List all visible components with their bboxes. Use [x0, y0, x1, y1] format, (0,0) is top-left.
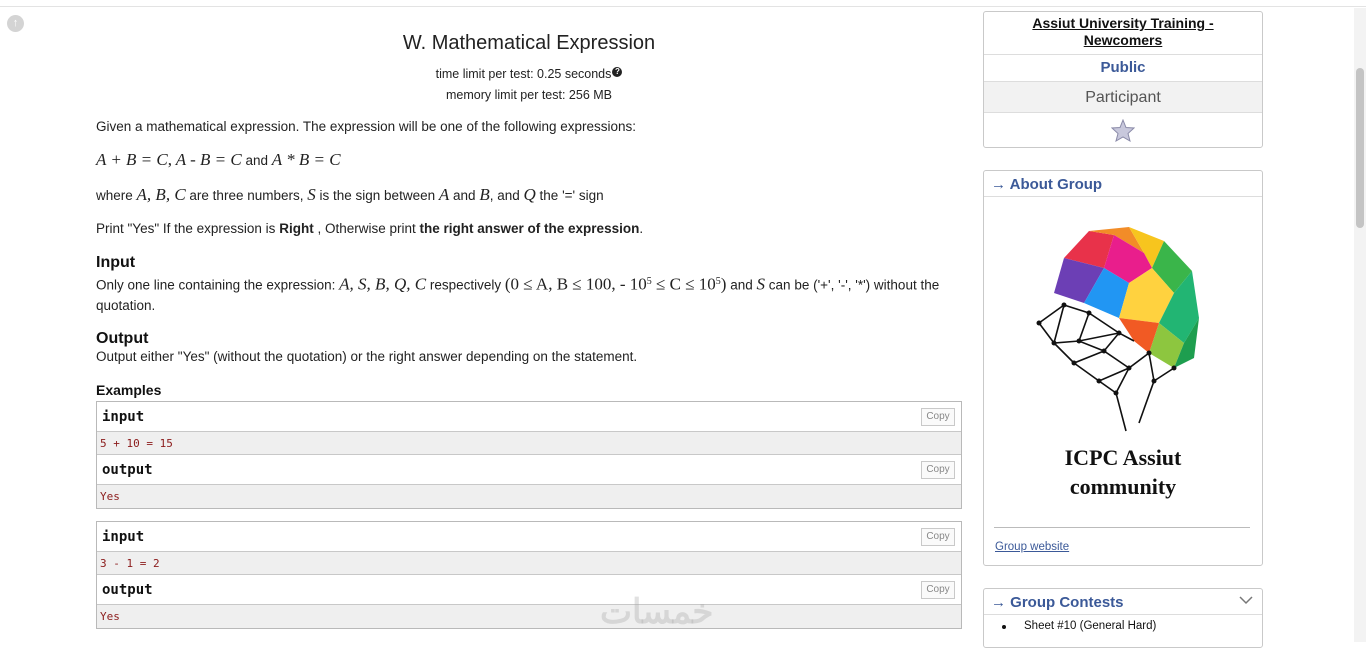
top-divider — [0, 6, 1366, 7]
copy-button[interactable]: Copy — [921, 461, 955, 479]
input-section-title: Input — [96, 254, 136, 271]
logo-divider — [994, 527, 1250, 528]
watermark: خمسات — [600, 593, 714, 631]
output-section-title: Output — [96, 329, 149, 347]
membership-status: Participant — [984, 81, 1262, 112]
example-1 — [96, 401, 962, 509]
example-output-header: output Copy — [97, 575, 961, 605]
problem-title: W. Mathematical Expression — [402, 32, 656, 54]
intro-text: Given a mathematical expression. The expression will be one of the following expressions: — [96, 119, 637, 134]
help-icon[interactable]: ? — [612, 67, 622, 77]
time-limit: time limit per test: 0.25 seconds ? — [96, 64, 962, 85]
example-input-value: 3 - 1 = 2 — [97, 552, 961, 575]
vertical-scrollbar[interactable] — [1354, 8, 1366, 642]
expression-list: A + B = C, A - B = C and A * B = C — [96, 150, 341, 169]
print-text: Print "Yes" If the expression is Right , Otherwise print the right answer of the expression. — [96, 221, 644, 236]
about-group-caption: → About Group — [984, 171, 1262, 197]
brain-logo-icon — [1034, 223, 1204, 438]
arrow-up-icon[interactable]: ↑ — [7, 15, 24, 32]
group-contests-caption[interactable]: → Group Contests — [984, 589, 1262, 615]
example-output-header: output Copy — [97, 455, 961, 485]
example-output-value: Yes — [97, 605, 961, 628]
about-group-box — [983, 170, 1263, 566]
example-input-header: input Copy — [97, 402, 961, 432]
chevron-down-icon[interactable] — [1239, 595, 1253, 605]
scrollbar-thumb[interactable] — [1356, 68, 1364, 228]
memory-limit: memory limit per test: 256 MB — [445, 88, 612, 102]
example-output-value: Yes — [97, 485, 961, 508]
group-website-link[interactable]: Group website — [995, 541, 1070, 553]
logo-caption: ICPC Assiut community — [1064, 445, 1182, 499]
copy-button[interactable]: Copy — [921, 528, 955, 546]
problem-statement — [96, 20, 962, 629]
copy-button[interactable]: Copy — [921, 408, 955, 426]
example-2 — [96, 521, 962, 629]
group-visibility: Public — [984, 54, 1262, 81]
where-text: where A, B, C are three numbers, S is the sign between A and B, and Q the '=' sign — [96, 185, 604, 204]
group-contests-box — [983, 588, 1263, 648]
copy-button[interactable]: Copy — [921, 581, 955, 599]
examples-title: Examples — [96, 381, 162, 398]
contest-list-item[interactable]: Sheet #10 (General Hard) — [984, 615, 1262, 632]
group-info-box — [983, 11, 1263, 148]
group-title[interactable]: Assiut University Training - Newcomers — [1032, 15, 1214, 48]
favorite-star[interactable] — [984, 112, 1262, 146]
star-icon[interactable] — [1111, 119, 1135, 142]
group-logo — [984, 197, 1262, 529]
input-spec: Only one line containing the expression: A, S, B, Q, C respectively (0 ≤ A, B ≤ 100, - $10^5 \le C \le 10^5$) and S can be ('+', '-', '*') without the quotation. — [96, 274, 940, 313]
group-website-row — [984, 529, 1262, 566]
output-spec: Output either "Yes" (without the quotation) or the right answer depending on the statement. — [96, 348, 638, 364]
example-input-value: 5 + 10 = 15 — [97, 432, 961, 455]
example-input-header: input Copy — [97, 522, 961, 552]
